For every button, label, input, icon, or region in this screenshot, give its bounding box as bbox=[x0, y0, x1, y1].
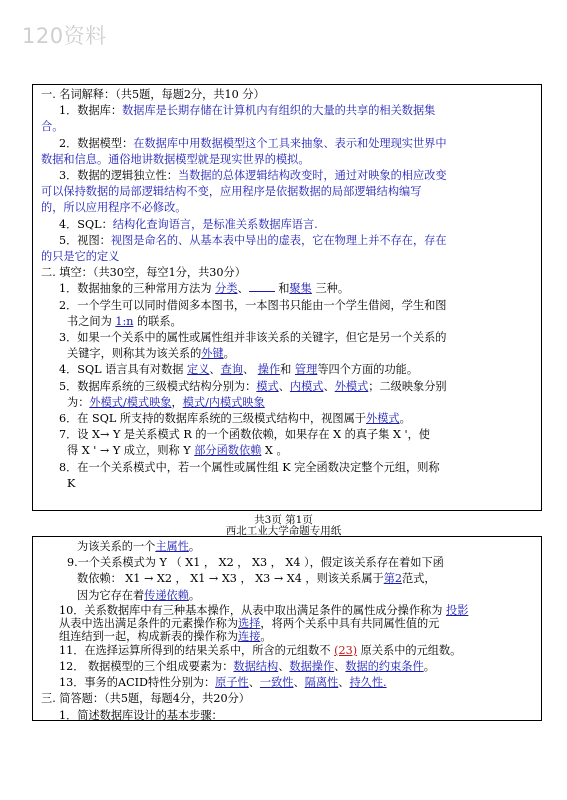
section-title: 一. 名词解释：（共5题，每题2分，共10 分） bbox=[41, 88, 265, 101]
fill-item: K bbox=[67, 476, 76, 490]
fill-item: 3．如果一个关系中的属性或属性组并非该关系的关键字，但它是另一个关系的 bbox=[59, 331, 447, 345]
exam-section-box-2 bbox=[32, 536, 542, 721]
fill-item: 11．在选择运算所得到的结果关系中，所含的元组数不 (23) 原关系中的元组数。 bbox=[59, 643, 462, 657]
fill-item: 5．数据库系统的三级模式结构分别为：模式、内模式、外模式；二级映象分别 bbox=[59, 379, 447, 393]
answer-blank: 外模式 bbox=[366, 412, 400, 426]
answer-blank: 分类 bbox=[215, 282, 238, 296]
answer-blank: 模式/内模式映象 bbox=[182, 395, 265, 409]
page-number: 共3页 第1页 bbox=[254, 514, 313, 526]
fill-item: 因为它存在着传递依赖。 bbox=[77, 588, 201, 602]
term-item: 3．数据的逻辑独立性：当数据的总体逻辑结构改变时，通过对映象的相应改变 bbox=[59, 169, 447, 183]
answer-blank: 原子性 bbox=[215, 676, 249, 690]
fill-item: 9.一个关系模式为 Y （ X1 ， X2 ， X3 ， X4 ），假定该关系存在着如下函 bbox=[67, 556, 444, 570]
answer-blank: 聚集 bbox=[289, 282, 312, 296]
term-item: 2．数据模型：在数据库中用数据模型这个工具来抽象、表示和处理现实世界中 bbox=[59, 136, 447, 150]
answer-blank: (23) bbox=[334, 643, 358, 657]
answer-blank: 第2 bbox=[383, 572, 403, 586]
fill-item: 8．在一个关系模式中，若一个属性或属性组 K 完全函数决定整个元组，则称 bbox=[59, 460, 440, 474]
fill-item: 10．关系数据库中有三种基本操作，从表中取出满足条件的属性成分操作称为 投影 bbox=[59, 603, 469, 617]
answer-text: 数据和信息。通俗地讲数据模型就是现实世界的模拟。 bbox=[41, 152, 310, 166]
answer-text: 数据库是长期存储在计算机内有组织的大量的共享的相关数据集 bbox=[122, 104, 436, 118]
answer-blank: 外模式/模式映象 bbox=[89, 395, 172, 409]
answer-text: 当数据的总体逻辑结构改变时，通过对映象的相应改变 bbox=[178, 169, 447, 183]
fill-item: 数依赖： X1 → X2 ， X1 → X3 ， X3 → X4 ，则该关系属于第2范式， bbox=[77, 572, 436, 586]
empty-blank bbox=[249, 281, 275, 292]
fill-item: 13．事务的ACID特性分别为：原子性、一致性、隔离性、持久性. bbox=[59, 676, 387, 690]
answer-blank: 部分函数依赖 bbox=[194, 444, 262, 458]
fill-item: 组连结到一起，构成新表的操作称为连接。 bbox=[59, 629, 272, 643]
answer-blank: 选择 bbox=[238, 616, 261, 630]
answer-text: 结构化查询语言，是标准关系数据库语言. bbox=[112, 217, 318, 231]
fill-item: 为：外模式/模式映象，模式/内模式映象 bbox=[67, 395, 265, 409]
answer-blank: 操作 bbox=[257, 363, 281, 377]
answer-text: 在数据库中用数据模型这个工具来抽象、表示和处理现实世界中 bbox=[133, 136, 447, 150]
fill-item: 得 X ' → Y 成立，则称 Y 部分函数依赖 X 。 bbox=[67, 444, 288, 458]
fill-item: 书之间为 1:n 的联系。 bbox=[67, 314, 182, 328]
answer-blank: 数据操作 bbox=[289, 660, 335, 674]
exam-section-box-1 bbox=[32, 84, 542, 511]
fill-item: 6．在 SQL 所支持的数据库系统的三级模式结构中，视图属于外模式。 bbox=[59, 412, 411, 426]
answer-blank: 内模式 bbox=[289, 379, 324, 393]
term-item: 1．数据库：数据库是长期存储在计算机内有组织的大量的共享的相关数据集 bbox=[59, 104, 436, 118]
answer-blank: 外模式 bbox=[334, 379, 369, 393]
page-header-university: 西北工业大学命题专用纸 bbox=[225, 525, 342, 537]
answer-text: 可以保持数据的局部逻辑结构不变，应用程序是依据数据的局部逻辑结构编写 bbox=[41, 185, 422, 199]
answer-text: 的只是它的定义 bbox=[41, 250, 120, 264]
term-item: 4．SQL：结构化查询语言，是标准关系数据库语言. bbox=[59, 217, 318, 231]
term-item: 5．视图：视图是命名的、从基本表中导出的虚表，它在物理上并不存在，存在 bbox=[59, 233, 447, 247]
answer-text: 合。 bbox=[41, 120, 64, 134]
answer-blank: 1:n bbox=[115, 314, 134, 328]
answer-blank: 定义 bbox=[187, 363, 210, 377]
answer-blank: 数据的约束条件 bbox=[345, 660, 424, 674]
answer-blank: 模式 bbox=[256, 379, 279, 393]
section-title: 三. 简答题：（共5题，每题4分，共20分） bbox=[41, 692, 250, 706]
fill-item: 为该关系的一个主属性。 bbox=[77, 540, 201, 553]
fill-item: 1．数据抽象的三种常用方法为 分类、 和聚集 三种。 bbox=[59, 282, 350, 296]
fill-item: 2．一个学生可以同时借阅多本图书，一本图书只能由一个学生借阅，学生和图 bbox=[59, 298, 447, 312]
fill-item: 4．SQL 语言具有对数据 定义、查询、 操作和 管理等四个方面的功能。 bbox=[59, 363, 419, 377]
watermark: 120资料 bbox=[22, 24, 107, 48]
answer-blank: 连接 bbox=[238, 629, 261, 643]
answer-blank: 外键 bbox=[201, 347, 224, 361]
fill-item: 关键字，则称其为该关系的外键。 bbox=[67, 347, 235, 361]
answer-text: 视图是命名的、从基本表中导出的虚表，它在物理上并不存在，存在 bbox=[110, 233, 447, 247]
answer-blank: 持久性. bbox=[349, 676, 387, 690]
answer-blank: 投影 bbox=[446, 603, 469, 617]
answer-blank: 一致性 bbox=[259, 676, 294, 690]
answer-blank: 传递依赖 bbox=[144, 588, 189, 602]
answer-text: 的，所以应用程序不必修改。 bbox=[41, 201, 187, 215]
fill-item: 12． 数据模型的三个组成要素为：数据结构、数据操作、数据的约束条件。 bbox=[59, 660, 435, 674]
answer-blank: 数据结构 bbox=[233, 660, 279, 674]
question-item: 1．简述数据库设计的基本步骤： bbox=[59, 708, 223, 722]
answer-blank: 管理 bbox=[294, 363, 318, 377]
answer-blank: 主属性 bbox=[155, 540, 189, 553]
fill-item: 从表中选出满足条件的元素操作称为选择，将两个关系中具有共同属性值的元 bbox=[59, 616, 440, 630]
answer-blank: 隔离性 bbox=[304, 676, 339, 690]
answer-blank: 查询 bbox=[220, 363, 243, 377]
fill-item: 7．设 X→ Y 是关系模式 R 的一个函数依赖，如果存在 X 的真子集 X '，使 bbox=[59, 428, 430, 442]
section-title: 二. 填空：（共30空，每空1分，共30分） bbox=[41, 266, 246, 280]
